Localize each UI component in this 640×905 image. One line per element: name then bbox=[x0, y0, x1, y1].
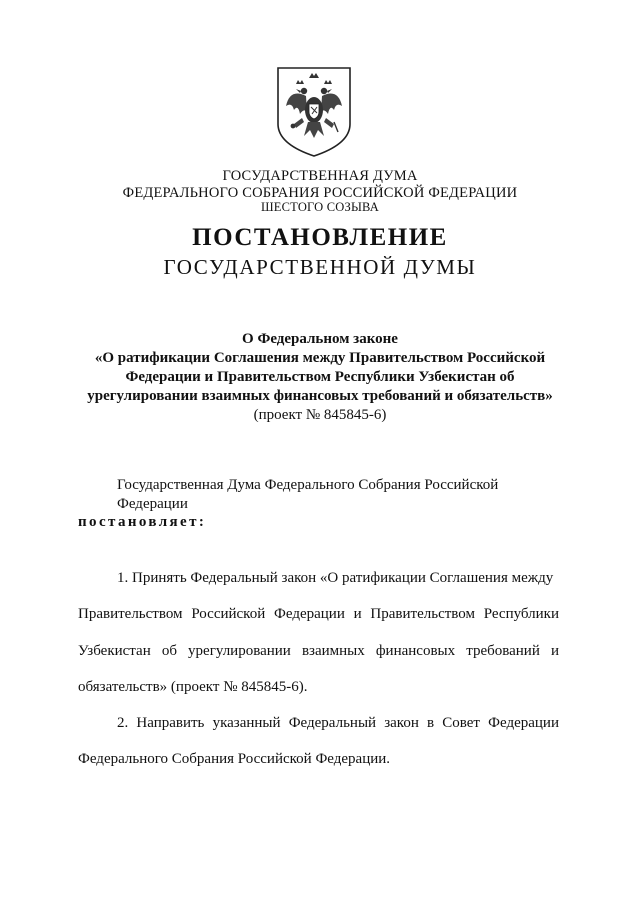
header-line-assembly: ФЕДЕРАЛЬНОГО СОБРАНИЯ РОССИЙСКОЙ ФЕДЕРАЦИИ bbox=[122, 185, 518, 201]
header-line-convocation: ШЕСТОГО СОЗЫВА bbox=[260, 200, 380, 214]
item2-line: 2. Направить указанный Федеральный закон в Совет Федерации bbox=[117, 715, 559, 731]
russian-coat-of-arms-icon bbox=[276, 66, 352, 158]
item2-line: Федерального Собрания Российской Федерации. bbox=[78, 751, 391, 767]
subject-line: О Федеральном законе bbox=[242, 331, 398, 347]
header-line-duma: ГОСУДАРСТВЕННАЯ ДУМА bbox=[222, 168, 418, 184]
item1-line: 1. Принять Федеральный закон «О ратификации Соглашения между bbox=[117, 570, 554, 586]
project-number: (проект № 845845-6) bbox=[253, 407, 387, 423]
subject-block bbox=[0, 330, 640, 425]
intro-paragraph: Государственная Дума Федерального Собрания Российской Федерации bbox=[117, 477, 499, 512]
item1-line: обязательств» (проект № 845845-6). bbox=[78, 679, 308, 695]
document-title: ПОСТАНОВЛЕНИЕ bbox=[192, 224, 448, 251]
document-subtitle: ГОСУДАРСТВЕННОЙ ДУМЫ bbox=[163, 255, 477, 279]
item1-line: Правительством Российской Федерации и Правительством Республики bbox=[78, 606, 559, 622]
subject-line: урегулировании взаимных финансовых требований и обязательств» bbox=[87, 388, 553, 404]
subject-line: «О ратификации Соглашения между Правительством Российской bbox=[94, 350, 546, 366]
subject-line: Федерации и Правительством Республики Узбекистан об bbox=[125, 369, 515, 385]
item1-line: Узбекистан об урегулировании взаимных финансовых требований и bbox=[78, 643, 559, 659]
resolves-word: постановляет: bbox=[78, 514, 207, 530]
